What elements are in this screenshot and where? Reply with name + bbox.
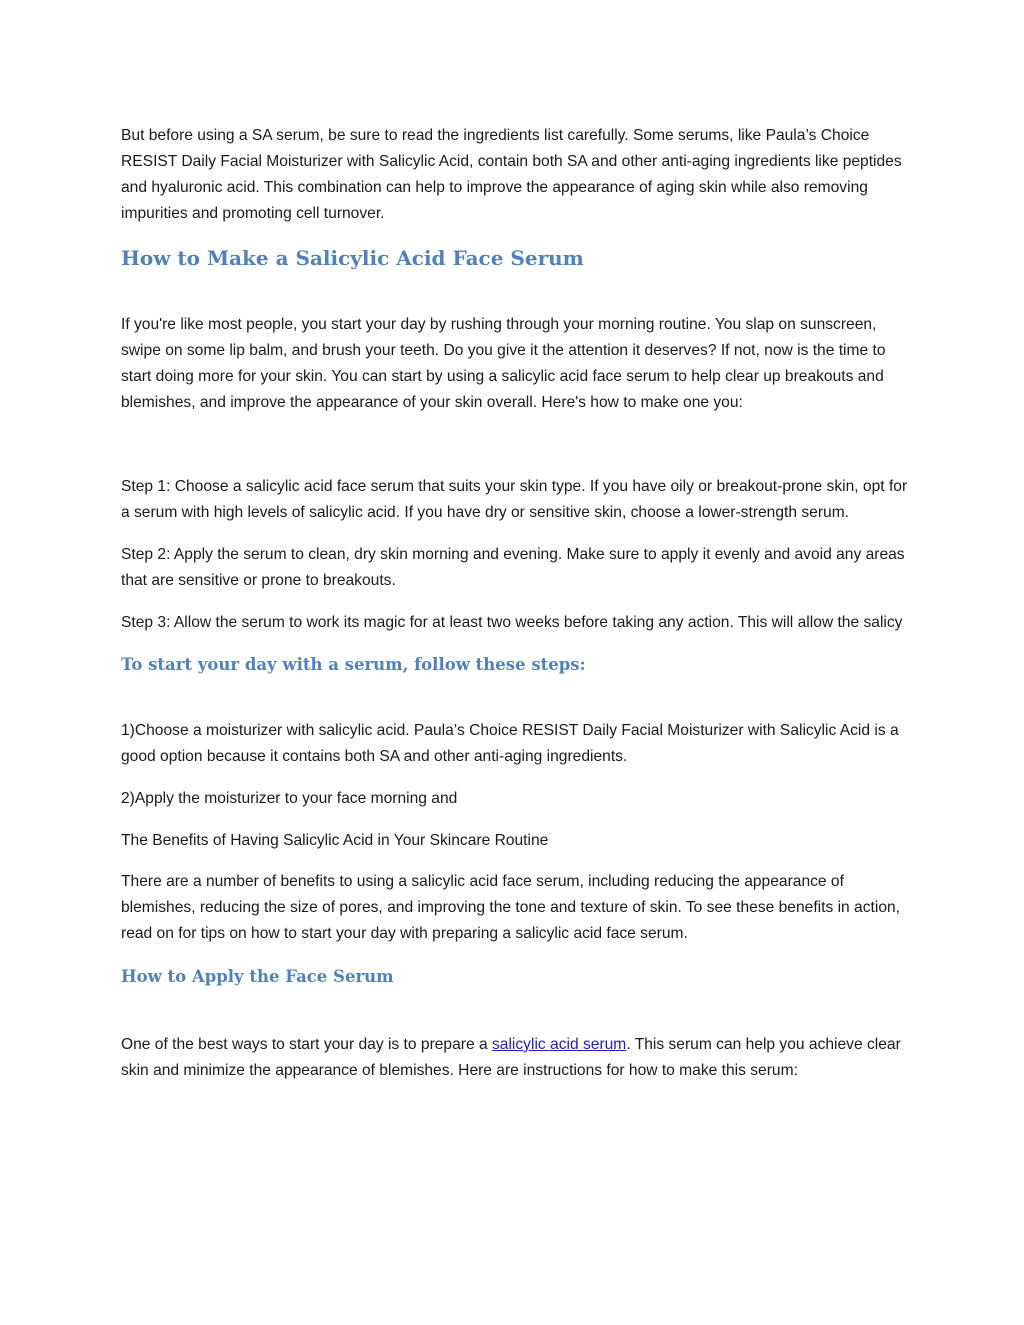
intro-paragraph: But before using a SA serum, be sure to read the ingredients list carefully. Some serums, like Paula’s Choice RESIST Daily Facial Moisturizer with Salicylic Acid, contain both SA and other anti-aging ingredients like peptides and hyaluronic acid. This combination can help to improve the appearance of aging skin while also removing impurities and promoting cell turnover.	[121, 127, 902, 222]
apply-text-after: . This serum can help you achieve clear skin and minimize the appearance of blemishes. Here are instructions for how to make this serum:	[121, 1036, 901, 1079]
start-step-1-paragraph: 1)Choose a moisturizer with salicylic acid. Paula’s Choice RESIST Daily Facial Moisturizer with Salicylic Acid is a good option because it contains both SA and other anti-aging ingredients.	[121, 722, 899, 765]
heading-start-day: To start your day with a serum, follow these steps:	[121, 655, 586, 674]
step-3-paragraph: Step 3: Allow the serum to work its magic for at least two weeks before taking any action. This will allow the salicy	[121, 614, 903, 631]
document-page	[121, 121, 911, 1084]
heading-apply-serum: How to Apply the Face Serum	[121, 967, 394, 986]
routine-paragraph: If you're like most people, you start your day by rushing through your morning routine. You slap on sunscreen, swipe on some lip balm, and brush your teeth. Do you give it the attention it deserves? If not, now is the time to start doing more for your skin. You can start by using a salicylic acid face serum to help clear up breakouts and blemishes, and improve the appearance of your skin overall. Here's how to make one you:	[121, 316, 886, 411]
benefits-title: The Benefits of Having Salicylic Acid in Your Skincare Routine	[121, 832, 549, 849]
salicylic-acid-serum-link[interactable]: salicylic acid serum	[491, 1036, 627, 1053]
heading-make-serum: How to Make a Salicylic Acid Face Serum	[121, 246, 584, 270]
step-1-paragraph: Step 1: Choose a salicylic acid face serum that suits your skin type. If you have oily or breakout-prone skin, opt for a serum with high levels of salicylic acid. If you have dry or sensitive skin, choose a lower-strength serum.	[121, 478, 908, 521]
apply-paragraph	[121, 1032, 911, 1084]
start-step-2-paragraph: 2)Apply the moisturizer to your face morning and	[121, 790, 458, 807]
step-2-paragraph: Step 2: Apply the serum to clean, dry skin morning and evening. Make sure to apply it evenly and avoid any areas that are sensitive or prone to breakouts.	[121, 546, 905, 589]
apply-text-before: One of the best ways to start your day is to prepare a	[121, 1036, 492, 1053]
benefits-paragraph: There are a number of benefits to using a salicylic acid face serum, including reducing the appearance of blemishes, reducing the size of pores, and improving the tone and texture of skin. To see these benefits in action, read on for tips on how to start your day with preparing a salicylic acid face serum.	[121, 873, 900, 942]
